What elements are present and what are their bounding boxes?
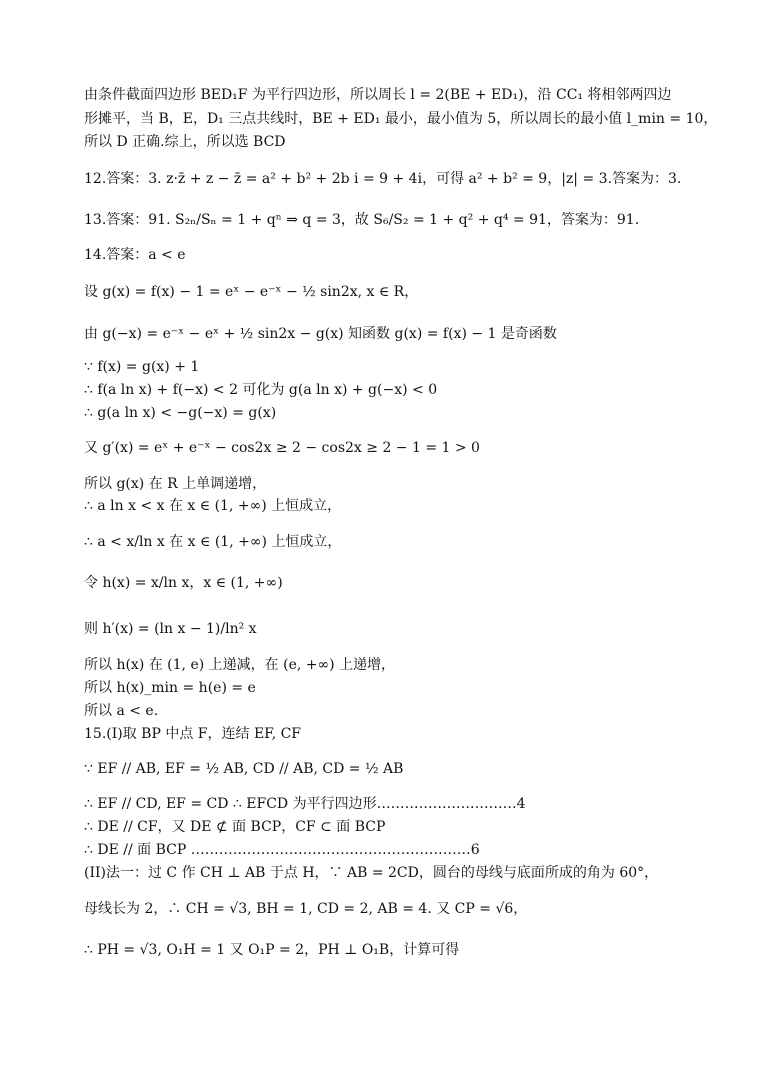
text-line: (II)法一：过 C 作 CH ⊥ AB 于点 H，∵ AB = 2CD，圆台的母线与底面所成的角为 60°， xyxy=(84,865,659,881)
text-line: 13.答案：91. S₂ₙ/Sₙ = 1 + qⁿ ⇒ q = 3，故 S₆/S₂ = 1 + q² + q⁴ = 91，答案为：91. xyxy=(84,212,640,228)
text-line: 15.(I)取 BP 中点 F，连结 EF, CF xyxy=(84,726,302,742)
text-line: 由条件截面四边形 BED₁F 为平行四边形，所以周长 l = 2(BE + ED₁)，沿 CC₁ 将相邻两四边 xyxy=(84,87,672,103)
text-line: 由 g(−x) = e⁻ˣ − eˣ + ½ sin2x − g(x) 知函数 g(x) = f(x) − 1 是奇函数 xyxy=(84,326,557,342)
text-line: ∴ DE // CF，又 DE ⊄ 面 BCP，CF ⊂ 面 BCP xyxy=(84,819,386,835)
text-line: ∴ PH = √3, O₁H = 1 又 O₁P = 2，PH ⊥ O₁B，计算可得 xyxy=(84,942,460,958)
text-line: 所以 h(x) 在 (1, e) 上递减，在 (e, +∞) 上递增， xyxy=(84,657,396,673)
text-line: 所以 g(x) 在 R 上单调递增， xyxy=(84,476,267,492)
text-line: ∵ f(x) = g(x) + 1 xyxy=(84,359,200,375)
text-line: 所以 a < e. xyxy=(84,703,159,719)
text-line: 则 h′(x) = (ln x − 1)/ln² x xyxy=(84,621,257,637)
text-line: 所以 h(x)_min = h(e) = e xyxy=(84,680,256,696)
text-line: ∴ EF // CD, EF = CD ∴ EFCD 为平行四边形…………………………4 xyxy=(84,796,526,812)
text-line: 母线长为 2，∴ CH = √3, BH = 1, CD = 2, AB = 4. 又 CP = √6， xyxy=(84,901,528,917)
text-line: ∴ g(a ln x) < −g(−x) = g(x) xyxy=(84,405,277,421)
text-line: ∵ EF // AB, EF = ½ AB, CD // AB, CD = ½ AB xyxy=(84,761,404,777)
text-line: ∴ DE // 面 BCP ……………………………………………………6 xyxy=(84,842,480,858)
text-line: ∴ a < x/ln x 在 x ∈ (1, +∞) 上恒成立， xyxy=(84,534,342,550)
text-line: 设 g(x) = f(x) − 1 = eˣ − e⁻ˣ − ½ sin2x, x ∈ R， xyxy=(84,284,419,300)
text-line: 12.答案：3. z·z̄ + z − z̄ = a² + b² + 2b i = 9 + 4i，可得 a² + b² = 9，|z| = 3.答案为：3. xyxy=(84,171,682,187)
text-line: 令 h(x) = x/ln x，x ∈ (1, +∞) xyxy=(84,575,283,591)
text-line: 所以 D 正确.综上，所以选 BCD xyxy=(84,134,286,150)
text-line: ∴ f(a ln x) + f(−x) < 2 可化为 g(a ln x) + g(−x) < 0 xyxy=(84,382,438,398)
text-line: 又 g′(x) = eˣ + e⁻ˣ − cos2x ≥ 2 − cos2x ≥ 2 − 1 = 1 > 0 xyxy=(84,440,480,456)
text-line: 形摊平，当 B，E，D₁ 三点共线时，BE + ED₁ 最小，最小值为 5，所以周长的最小值 l_min = 10， xyxy=(84,111,718,127)
text-line: 14.答案：a < e xyxy=(84,247,186,263)
text-line: ∴ a ln x < x 在 x ∈ (1, +∞) 上恒成立， xyxy=(84,498,342,514)
